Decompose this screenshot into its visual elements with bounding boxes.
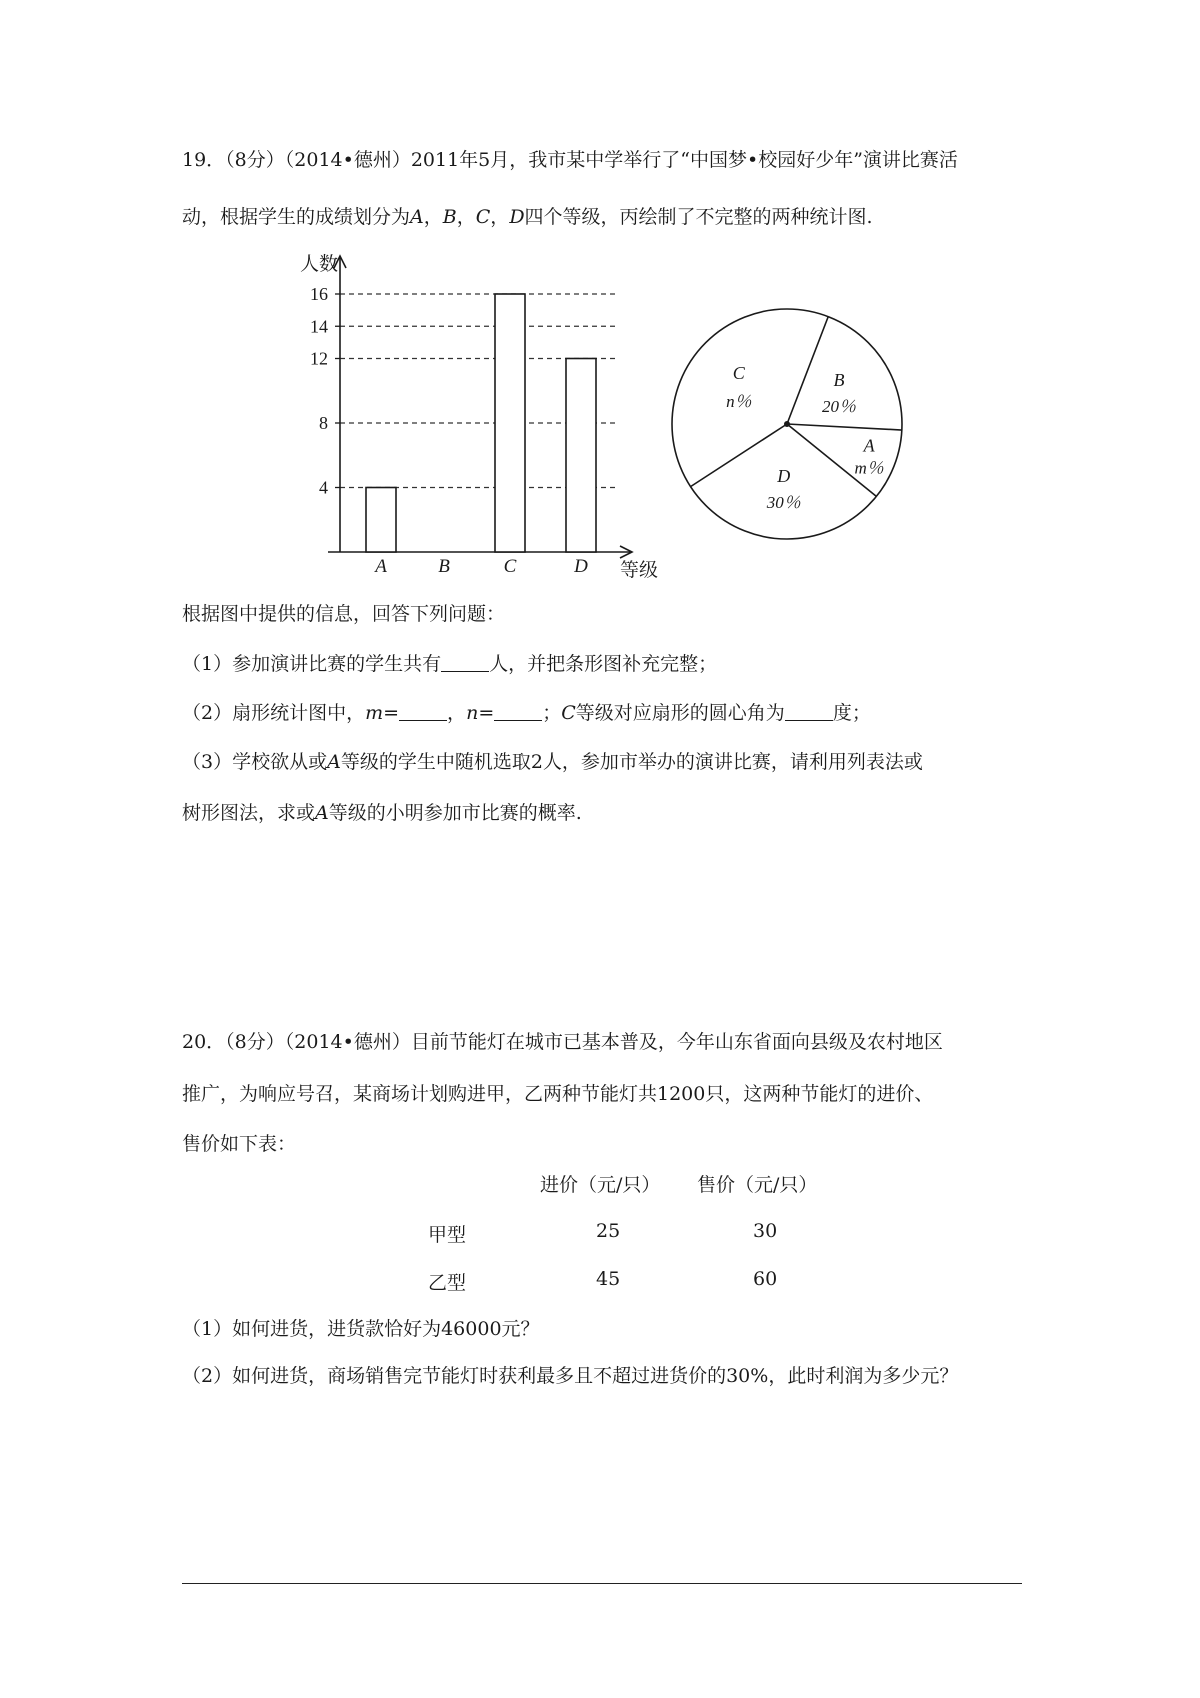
grade-a-label: A xyxy=(410,206,424,228)
answer-blank-m xyxy=(399,700,447,721)
row-name: 甲型 xyxy=(428,1224,467,1246)
equals-sign: = xyxy=(478,702,495,724)
part3-text-2: 等级的学生中随机选取2人，参加市举办的演讲比赛，请利用列表法或 xyxy=(340,751,923,773)
y-axis-label: 人数 xyxy=(300,253,339,275)
part2-middle: 等级对应扇形的圆心角为 xyxy=(575,702,785,724)
grade-a-label: A xyxy=(327,751,341,773)
grade-a-label: A xyxy=(315,802,329,824)
comma: ， xyxy=(456,206,476,228)
q19-prompt: 根据图中提供的信息，回答下列问题： xyxy=(182,603,506,625)
var-m: m xyxy=(365,702,384,724)
q19-part-3-line-1 xyxy=(182,749,923,775)
bar xyxy=(566,359,596,553)
grade-d-label: D xyxy=(509,206,525,228)
q19-line2-tail: 四个等级，丙绘制了不完整的两种统计图. xyxy=(524,206,873,228)
x-tick-label: C xyxy=(503,556,517,577)
x-tick-label: B xyxy=(438,556,450,577)
slice-label: D xyxy=(777,465,791,486)
comma: ， xyxy=(423,206,443,228)
q19-part-1 xyxy=(182,651,717,677)
y-tick-label: 16 xyxy=(310,284,328,304)
q20-line-3: 售价如下表： xyxy=(182,1133,297,1155)
q19-line-1: 19．（8分）（2014•德州）2011年5月，我市某中学举行了“中国梦•校园好少年”演讲比赛活 xyxy=(182,149,958,171)
y-tick-label: 12 xyxy=(310,348,328,369)
pie-chart xyxy=(672,309,902,539)
answer-blank-angle xyxy=(785,700,833,721)
q19-part-3-line-2 xyxy=(182,800,582,826)
equals-sign: = xyxy=(383,702,400,724)
row-cost: 45 xyxy=(596,1268,621,1290)
part2-text: （2）扇形统计图中， xyxy=(182,702,366,724)
x-tick-label: D xyxy=(574,556,588,577)
slice-value: 30％ xyxy=(766,492,801,512)
row-cost: 25 xyxy=(596,1220,621,1242)
grade-c-label: C xyxy=(475,206,491,228)
comma: ， xyxy=(447,702,467,724)
q20-part-1: （1）如何进货，进货款恰好为46000元？ xyxy=(182,1318,540,1340)
q20-line-1: 20．（8分）（2014•德州）目前节能灯在城市已基本普及，今年山东省面向县级及农村地区 xyxy=(182,1031,943,1053)
row-name: 乙型 xyxy=(428,1272,467,1294)
x-tick-label: A xyxy=(375,556,387,577)
header-cost: 进价（元/只） xyxy=(540,1174,661,1196)
answer-blank-n xyxy=(494,700,542,721)
slice-label: C xyxy=(732,362,745,383)
q19-line2-text: 动，根据学生的成绩划分为 xyxy=(182,206,411,228)
semicolon: ； xyxy=(542,702,562,724)
slice-label: A xyxy=(863,435,875,456)
y-tick-label: 4 xyxy=(319,477,328,498)
bar xyxy=(366,488,396,553)
part1-tail: 人，并把条形图补充完整； xyxy=(489,653,718,675)
slice-value: m％ xyxy=(854,458,884,478)
slice-label: B xyxy=(833,370,845,391)
y-tick-label: 8 xyxy=(319,413,328,433)
slice-value: n％ xyxy=(726,391,752,411)
grade-b-label: B xyxy=(442,206,457,228)
header-price: 售价（元/只） xyxy=(697,1174,818,1196)
part2-tail: 度； xyxy=(832,702,871,724)
part3-text: （3）学校欲从或 xyxy=(182,751,328,773)
part3-text-4: 等级的小明参加市比赛的概率. xyxy=(328,802,582,824)
part1-text: （1）参加演讲比赛的学生共有 xyxy=(182,653,442,675)
page-bottom-rule xyxy=(182,1583,1022,1584)
part3-text-3: 树形图法，求或 xyxy=(182,802,316,824)
row-price: 60 xyxy=(753,1268,778,1290)
statistics-charts xyxy=(0,0,1200,600)
q20-part-2: （2）如何进货，商场销售完节能灯时获利最多且不超过进货价的30%，此时利润为多少元？ xyxy=(182,1365,959,1387)
x-axis-label: 等级 xyxy=(620,559,659,581)
comma: ， xyxy=(490,206,510,228)
bar-chart xyxy=(300,253,658,581)
slice-value: 20％ xyxy=(821,397,856,417)
bar xyxy=(495,294,525,552)
q20-line-2: 推广，为响应号召，某商场计划购进甲，乙两种节能灯共1200只，这两种节能灯的进价、 xyxy=(182,1083,934,1105)
answer-blank xyxy=(441,651,489,672)
row-price: 30 xyxy=(753,1220,778,1242)
pie-center-dot xyxy=(784,421,790,427)
var-n: n xyxy=(466,702,479,724)
grade-c-label: C xyxy=(561,702,576,724)
y-tick-label: 14 xyxy=(310,316,328,337)
q19-part-2 xyxy=(182,700,871,726)
